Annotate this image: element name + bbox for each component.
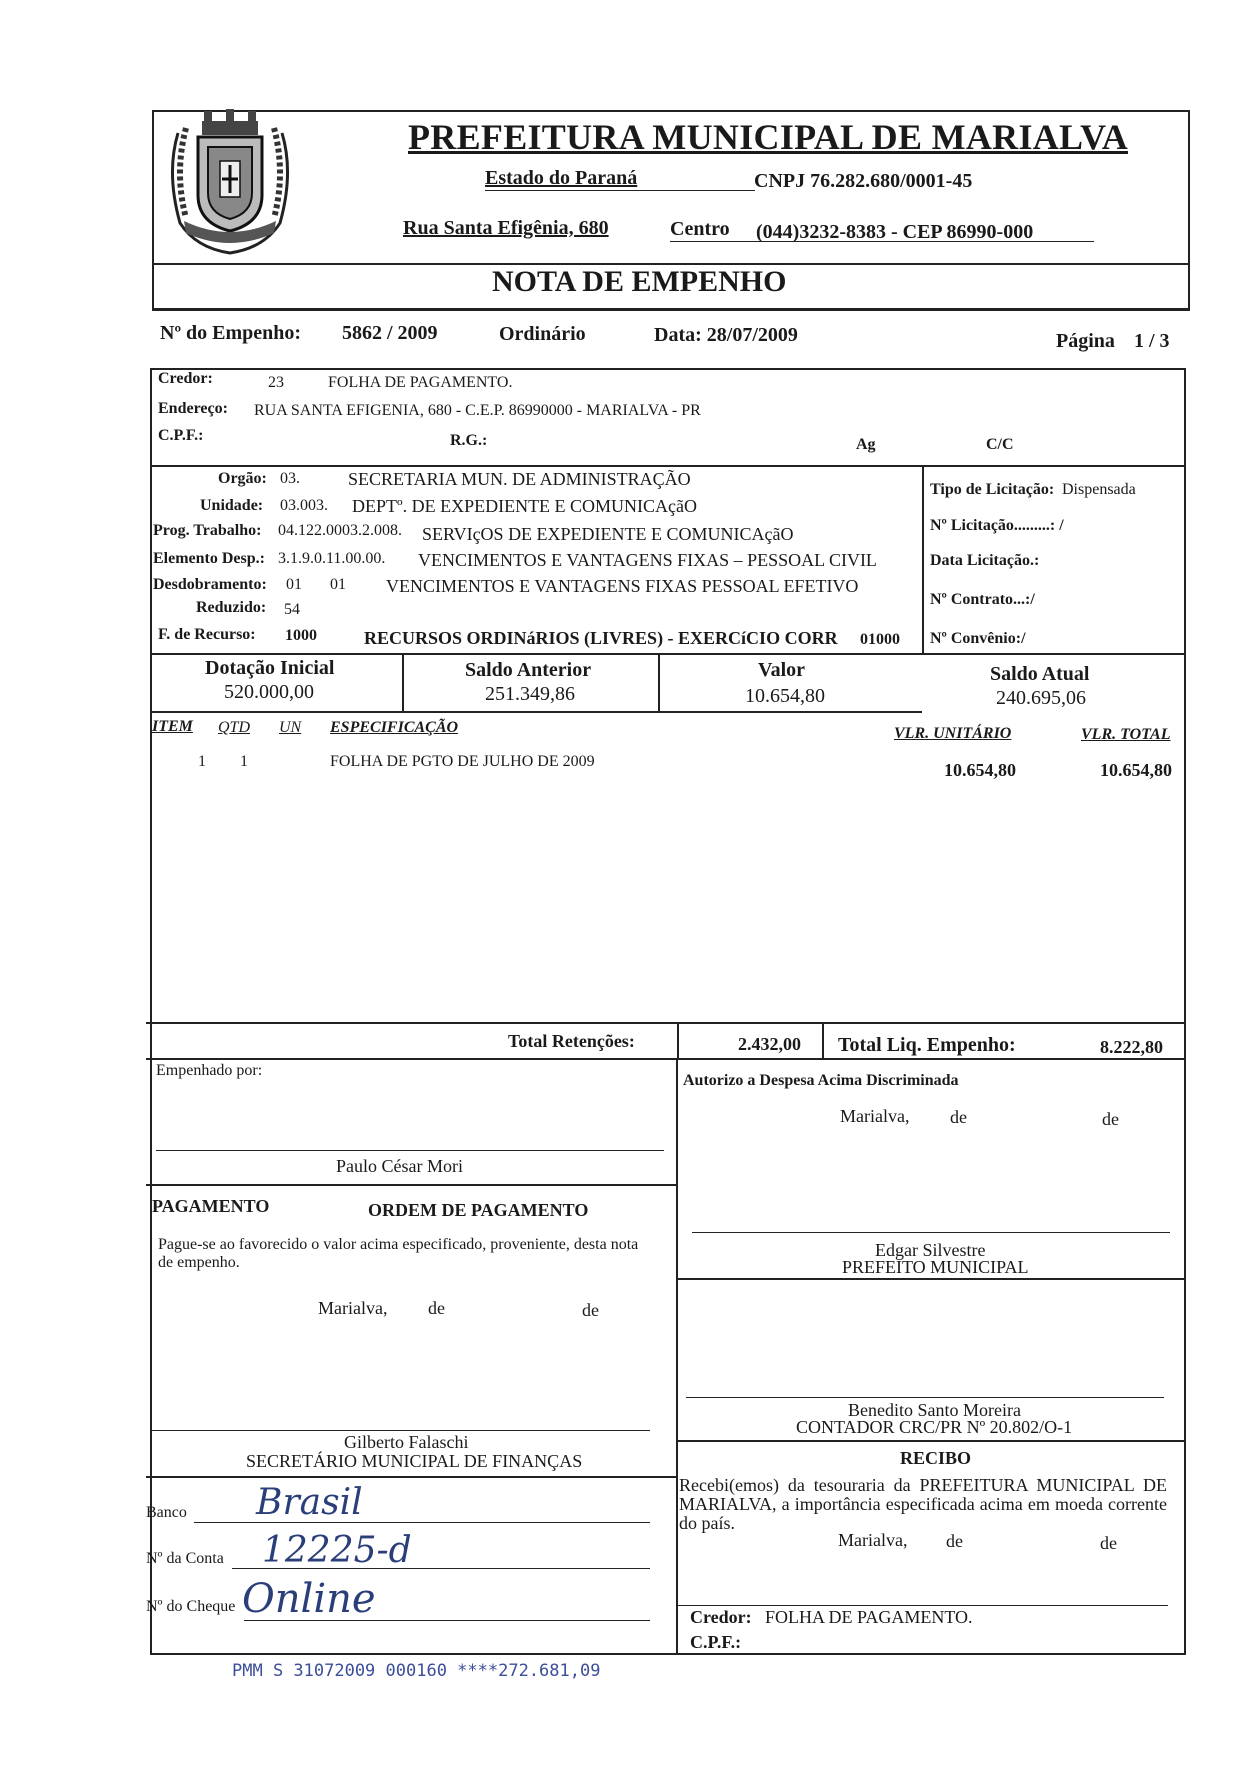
ordem-pagamento-label: ORDEM DE PAGAMENTO [368, 1200, 589, 1220]
prefeito-role: PREFEITO MUNICIPAL [842, 1257, 1029, 1277]
conta-handwritten: 12225-d [262, 1530, 412, 1571]
empenho-date: Data: 28/07/2009 [654, 324, 798, 346]
contrato-numero: Nº Contrato...:/ [930, 591, 1035, 608]
autorizo-de-1: de [950, 1107, 967, 1127]
orgao-code: 03. [280, 470, 300, 487]
items-header-item: ITEM [152, 718, 193, 735]
recibo-title: RECIBO [900, 1448, 972, 1468]
secretario-role: SECRETÁRIO MUNICIPAL DE FINANÇAS [246, 1451, 583, 1471]
ag-label: Ag [856, 436, 876, 453]
table-row [150, 750, 1186, 780]
contador-name: Benedito Santo Moreira [848, 1400, 1021, 1420]
desdobramento-label: Desdobramento: [153, 576, 267, 593]
autorizo-de-2: de [1102, 1109, 1119, 1129]
saldo-atual-value: 240.695,06 [996, 687, 1086, 709]
saldo-anterior-label: Saldo Anterior [465, 659, 592, 681]
page-label: Página [1056, 330, 1115, 352]
unidade-label: Unidade: [200, 497, 264, 514]
total-liquido-label: Total Liq. Empenho: [838, 1034, 1016, 1056]
empenho-type: Ordinário [499, 323, 586, 345]
unidade-code: 03.003. [280, 497, 328, 514]
bank-authentication-stamp: PMM S 31072009 000160 ****272.681,09 [232, 1661, 601, 1681]
cc-label: C/C [986, 436, 1014, 453]
desdobramento-name: VENCIMENTOS E VANTAGENS FIXAS PESSOAL EFETIVO [386, 576, 859, 596]
items-header-unit: VLR. UNITÁRIO [894, 725, 1012, 742]
prog-code: 04.122.0003.2.008. [278, 522, 402, 539]
cpf-label: C.P.F.: [158, 427, 204, 444]
desdobramento-code-2: 01 [330, 576, 346, 593]
empenho-number: 5862 / 2009 [342, 322, 438, 344]
header-title: PREFEITURA MUNICIPAL DE MARIALVA [408, 117, 1129, 157]
rg-label: R.G.: [450, 432, 488, 449]
items-header-total: VLR. TOTAL [1081, 726, 1171, 743]
reduzido-value: 54 [284, 601, 300, 618]
document-title: NOTA DE EMPENHO [492, 265, 787, 298]
reduzido-label: Reduzido: [196, 599, 267, 616]
orgao-label: Orgão: [218, 470, 267, 487]
pagamento-text: Pague-se ao favorecido o valor acima especificado, proveniente, desta nota de empenho. [158, 1236, 639, 1271]
recurso-code-2: 01000 [860, 631, 900, 648]
header-cnpj: CNPJ 76.282.680/0001-45 [754, 170, 973, 192]
prog-name: SERVIçOS DE EXPEDIENTE E COMUNICAçãO [422, 524, 794, 544]
recibo-cpf-label: C.P.F.: [690, 1632, 742, 1652]
credor-label: Credor: [158, 370, 213, 387]
empenhado-label: Empenhado por: [156, 1062, 263, 1079]
licitacao-numero: Nº Licitação.........: / [930, 517, 1064, 534]
dotacao-value: 520.000,00 [224, 681, 314, 703]
recurso-code: 1000 [285, 627, 317, 644]
recurso-name: RECURSOS ORDINáRIOS (LIVRES) - EXERCíCIO CORR [364, 628, 838, 648]
cheque-handwritten: Online [242, 1576, 376, 1622]
prog-label: Prog. Trabalho: [153, 522, 262, 539]
desdobramento-code-1: 01 [286, 576, 302, 593]
recibo-credor-value: FOLHA DE PAGAMENTO. [765, 1607, 973, 1627]
total-retencoes-label: Total Retenções: [508, 1031, 635, 1051]
licitacao-tipo: Dispensada [1062, 481, 1136, 498]
header-district: Centro [670, 218, 730, 240]
recibo-city: Marialva, [838, 1530, 908, 1550]
credor-name: FOLHA DE PAGAMENTO. [328, 374, 513, 391]
licitacao-tipo-label: Tipo de Licitação: [930, 481, 1055, 498]
autorizo-label: Autorizo a Despesa Acima Discriminada [683, 1072, 959, 1089]
total-liquido-value: 8.222,80 [1100, 1037, 1163, 1057]
contador-role: CONTADOR CRC/PR Nº 20.802/O-1 [796, 1417, 1073, 1437]
recibo-de-1: de [946, 1531, 963, 1551]
header-street: Rua Santa Efigênia, 680 [403, 217, 609, 239]
elemento-label: Elemento Desp.: [153, 550, 265, 567]
item-spec: FOLHA DE PGTO DE JULHO DE 2009 [330, 753, 595, 770]
recibo-text: Recebi(emos) da tesouraria da PREFEITURA MUNICIPAL DE MARIALVA, a importância especificada acima em moeda corrente do país. [679, 1475, 1167, 1533]
item-unit-value: 10.654,80 [944, 760, 1016, 780]
licitacao-data: Data Licitação.: [930, 552, 1040, 569]
elemento-code: 3.1.9.0.11.00.00. [278, 550, 386, 567]
items-header-un: UN [279, 719, 302, 736]
header-phone-cep: (044)3232-8383 - CEP 86990-000 [756, 221, 1034, 243]
elemento-name: VENCIMENTOS E VANTAGENS FIXAS – PESSOAL CIVIL [418, 550, 877, 570]
total-retencoes-value: 2.432,00 [738, 1034, 801, 1054]
item-qtd: 1 [240, 753, 248, 770]
empenho-number-label: Nº do Empenho: [160, 322, 302, 344]
valor-label: Valor [758, 659, 806, 681]
prefeito-name: Edgar Silvestre [875, 1240, 986, 1260]
banco-handwritten: Brasil [256, 1482, 363, 1523]
empenhado-name: Paulo César Mori [336, 1156, 463, 1176]
secretario-name: Gilberto Falaschi [344, 1432, 469, 1452]
convenio-numero: Nº Convênio:/ [930, 630, 1026, 647]
page-number: 1 / 3 [1134, 330, 1170, 352]
autorizo-city: Marialva, [840, 1106, 910, 1126]
saldo-atual-label: Saldo Atual [990, 663, 1090, 685]
orgao-name: SECRETARIA MUN. DE ADMINISTRAÇÃO [348, 469, 691, 489]
recibo-de-2: de [1100, 1533, 1117, 1553]
pagamento-city: Marialva, [318, 1298, 388, 1318]
items-header-spec: ESPECIFICAÇÃO [330, 719, 459, 736]
dotacao-label: Dotação Inicial [205, 657, 335, 679]
item-number: 1 [198, 753, 206, 770]
recurso-label: F. de Recurso: [158, 626, 256, 643]
pagamento-de-2: de [582, 1300, 599, 1320]
header-state: Estado do Paraná [485, 167, 638, 189]
valor-value: 10.654,80 [745, 685, 825, 707]
recibo-credor-label: Credor: [690, 1607, 752, 1627]
cheque-label: Nº do Cheque [146, 1598, 236, 1615]
endereco-value: RUA SANTA EFIGENIA, 680 - C.E.P. 86990000 - MARIALVA - PR [254, 402, 701, 419]
pagamento-de-1: de [428, 1298, 445, 1318]
coat-of-arms-logo [156, 103, 304, 258]
item-total-value: 10.654,80 [1100, 760, 1172, 780]
banco-label: Banco [146, 1504, 187, 1521]
endereco-label: Endereço: [158, 400, 228, 417]
conta-label: Nº da Conta [146, 1550, 224, 1567]
items-header-qtd: QTD [218, 719, 251, 736]
credor-code: 23 [268, 374, 284, 391]
pagamento-label: PAGAMENTO [152, 1196, 270, 1216]
unidade-name: DEPTº. DE EXPEDIENTE E COMUNICAçãO [352, 496, 698, 516]
saldo-anterior-value: 251.349,86 [485, 683, 575, 705]
